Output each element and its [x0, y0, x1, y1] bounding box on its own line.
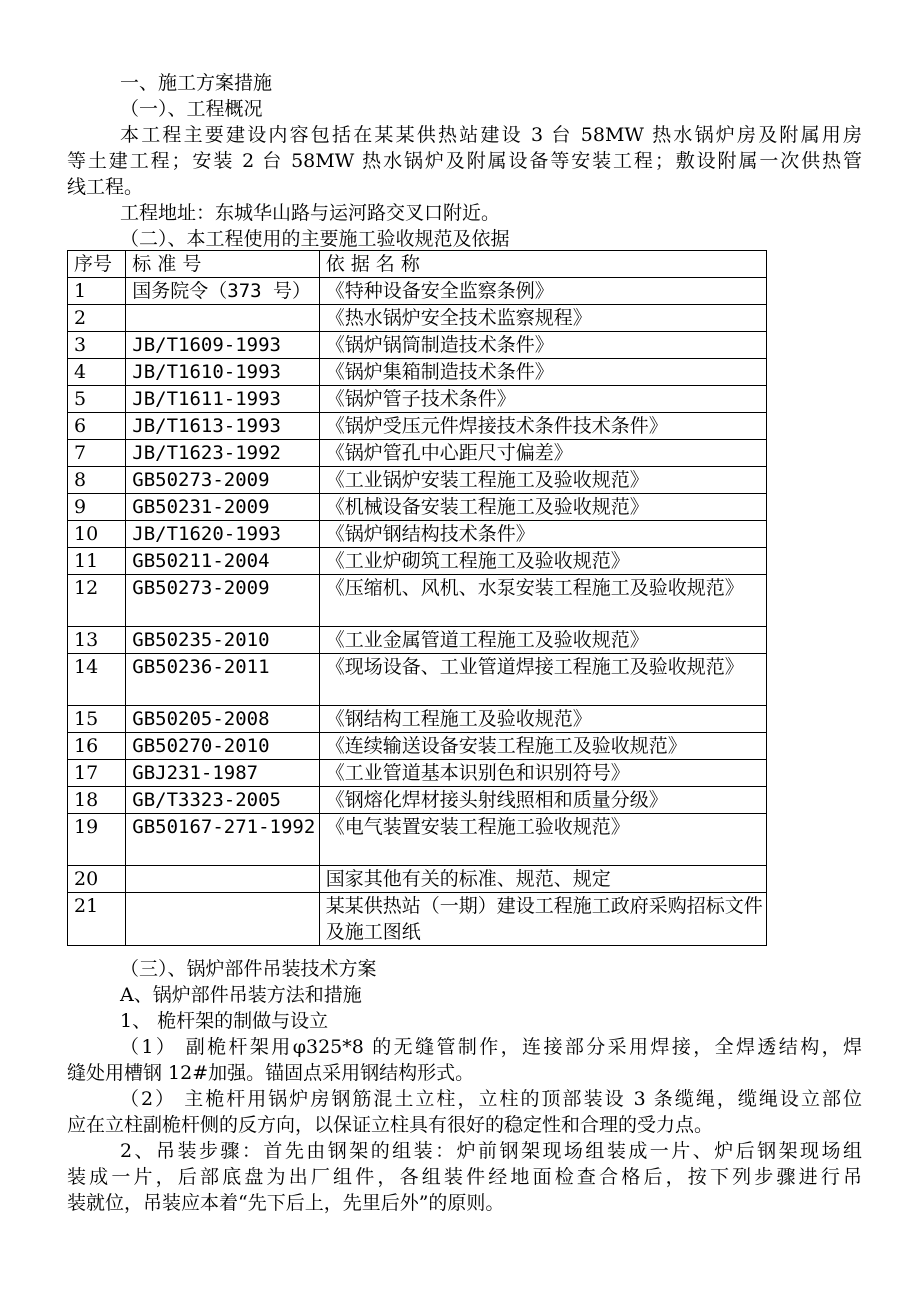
row-code: GBJ231-1987	[126, 760, 319, 787]
table-row	[68, 814, 767, 866]
row-code: JB/T1610-1993	[126, 359, 319, 386]
overview-line-1: 本工程主要建设内容包括在某某供热站建设 3 台 58MW 热水锅炉房及附属用房	[120, 124, 862, 146]
section-heading-1: 一、施工方案措施	[120, 72, 273, 94]
row-no: 16	[68, 733, 126, 760]
row-no: 8	[68, 467, 126, 494]
row-code: JB/T1620-1993	[126, 521, 319, 548]
table-row	[68, 866, 767, 893]
row-name: 《工业锅炉安装工程施工及验收规范》	[319, 467, 766, 494]
row-name: 《工业炉砌筑工程施工及验收规范》	[319, 548, 766, 575]
row-no: 2	[68, 305, 126, 332]
row-no: 3	[68, 332, 126, 359]
row-name: 《锅炉钢结构技术条件》	[319, 521, 766, 548]
project-address: 工程地址：东城华山路与运河路交叉口附近。	[120, 202, 501, 224]
row-name: 《钢结构工程施工及验收规范》	[319, 706, 766, 733]
row-name: 《工业管道基本识别色和识别符号》	[319, 760, 766, 787]
row-no: 9	[68, 494, 126, 521]
row-name: 《工业金属管道工程施工及验收规范》	[319, 627, 766, 654]
para3-line2: 装成一片，后部底盘为出厂组件，各组装件经地面检查合格后，按下列步骤进行吊	[67, 1166, 862, 1188]
para1-line1: （1） 副桅杆架用φ325*8 的无缝管制作，连接部分采用焊接，全焊透结构，焊	[120, 1036, 862, 1058]
table-row	[68, 332, 767, 359]
table-row	[68, 548, 767, 575]
row-name: 《电气装置安装工程施工验收规范》	[319, 814, 766, 866]
table-row	[68, 893, 767, 946]
row-no: 13	[68, 627, 126, 654]
row-code: 国务院令（373 号）	[126, 278, 319, 305]
header-name: 依 据 名 称	[319, 251, 766, 278]
row-no: 4	[68, 359, 126, 386]
table-row	[68, 521, 767, 548]
row-name: 《特种设备安全监察条例》	[319, 278, 766, 305]
row-no: 1	[68, 278, 126, 305]
table-row	[68, 413, 767, 440]
row-code	[126, 893, 319, 946]
section-heading-1-1: （一）、工程概况	[120, 98, 263, 120]
row-name: 《钢熔化焊材接头射线照相和质量分级》	[319, 787, 766, 814]
row-code	[126, 866, 319, 893]
standards-table	[67, 250, 767, 946]
section-heading-1-3: （三）、锅炉部件吊装技术方案	[120, 958, 377, 980]
row-no: 21	[68, 893, 126, 946]
overview-line-2: 等土建工程；安装 2 台 58MW 热水锅炉及附属设备等安装工程；敷设附属一次供热管	[67, 150, 862, 172]
row-name: 《连续输送设备安装工程施工及验收规范》	[319, 733, 766, 760]
row-name: 《锅炉管孔中心距尺寸偏差》	[319, 440, 766, 467]
table-row	[68, 386, 767, 413]
row-code: JB/T1623-1992	[126, 440, 319, 467]
subsection-a: A、锅炉部件吊装方法和措施	[120, 984, 362, 1006]
row-code: GB50235-2010	[126, 627, 319, 654]
row-code: GB50211-2004	[126, 548, 319, 575]
row-no: 17	[68, 760, 126, 787]
table-row	[68, 305, 767, 332]
table-row	[68, 787, 767, 814]
table-row	[68, 706, 767, 733]
table-header-row	[68, 251, 767, 278]
para3-line1: 2、吊装步骤：首先由钢架的组装：炉前钢架现场组装成一片、炉后钢架现场组	[120, 1140, 862, 1162]
row-code: GB50270-2010	[126, 733, 319, 760]
table-row	[68, 627, 767, 654]
row-code: GB50236-2011	[126, 654, 319, 706]
row-no: 14	[68, 654, 126, 706]
row-no: 15	[68, 706, 126, 733]
row-code: JB/T1609-1993	[126, 332, 319, 359]
para2-line1: （2） 主桅杆用锅炉房钢筋混土立柱，立柱的顶部装设 3 条缆绳，缆绳设立部位	[120, 1088, 862, 1110]
para1-line2: 缝处用槽钢 12#加强。锚固点采用钢结构形式。	[67, 1062, 475, 1084]
row-no: 19	[68, 814, 126, 866]
table-row	[68, 575, 767, 627]
row-name: 《锅炉锅筒制造技术条件》	[319, 332, 766, 359]
table-row	[68, 760, 767, 787]
row-name: 《锅炉集箱制造技术条件》	[319, 359, 766, 386]
row-name: 国家其他有关的标准、规范、规定	[319, 866, 766, 893]
table-row	[68, 278, 767, 305]
header-code: 标 准 号	[126, 251, 319, 278]
header-no: 序号	[68, 251, 126, 278]
table-row	[68, 654, 767, 706]
para2-line2: 应在立柱副桅杆侧的反方向，以保证立柱具有很好的稳定性和合理的受力点。	[67, 1114, 714, 1136]
row-code: GB50167-271-1992	[126, 814, 319, 866]
row-name: 《热水锅炉安全技术监察规程》	[319, 305, 766, 332]
table-row	[68, 467, 767, 494]
row-name: 《锅炉管子技术条件》	[319, 386, 766, 413]
row-name: 某某供热站（一期）建设工程施工政府采购招标文件及施工图纸	[319, 893, 766, 946]
overview-line-3: 线工程。	[67, 176, 144, 198]
row-code: GB50205-2008	[126, 706, 319, 733]
row-name: 《压缩机、风机、水泵安装工程施工及验收规范》	[319, 575, 766, 627]
row-code: GB50273-2009	[126, 575, 319, 627]
row-name: 《现场设备、工业管道焊接工程施工及验收规范》	[319, 654, 766, 706]
item-1-heading: 1、 桅杆架的制做与设立	[120, 1010, 329, 1032]
table-row	[68, 733, 767, 760]
para3-line3: 装就位，吊装应本着“先下后上，先里后外”的原则。	[67, 1192, 505, 1214]
row-no: 6	[68, 413, 126, 440]
row-code: GB/T3323-2005	[126, 787, 319, 814]
row-no: 11	[68, 548, 126, 575]
row-code: JB/T1613-1993	[126, 413, 319, 440]
row-no: 20	[68, 866, 126, 893]
row-code: JB/T1611-1993	[126, 386, 319, 413]
row-no: 18	[68, 787, 126, 814]
table-row	[68, 494, 767, 521]
row-no: 12	[68, 575, 126, 627]
row-no: 5	[68, 386, 126, 413]
row-code	[126, 305, 319, 332]
row-code: GB50231-2009	[126, 494, 319, 521]
row-name: 《锅炉受压元件焊接技术条件技术条件》	[319, 413, 766, 440]
row-no: 10	[68, 521, 126, 548]
table-row	[68, 359, 767, 386]
row-code: GB50273-2009	[126, 467, 319, 494]
section-heading-1-2: （二）、本工程使用的主要施工验收规范及依据	[120, 228, 510, 250]
row-no: 7	[68, 440, 126, 467]
table-row	[68, 440, 767, 467]
row-name: 《机械设备安装工程施工及验收规范》	[319, 494, 766, 521]
